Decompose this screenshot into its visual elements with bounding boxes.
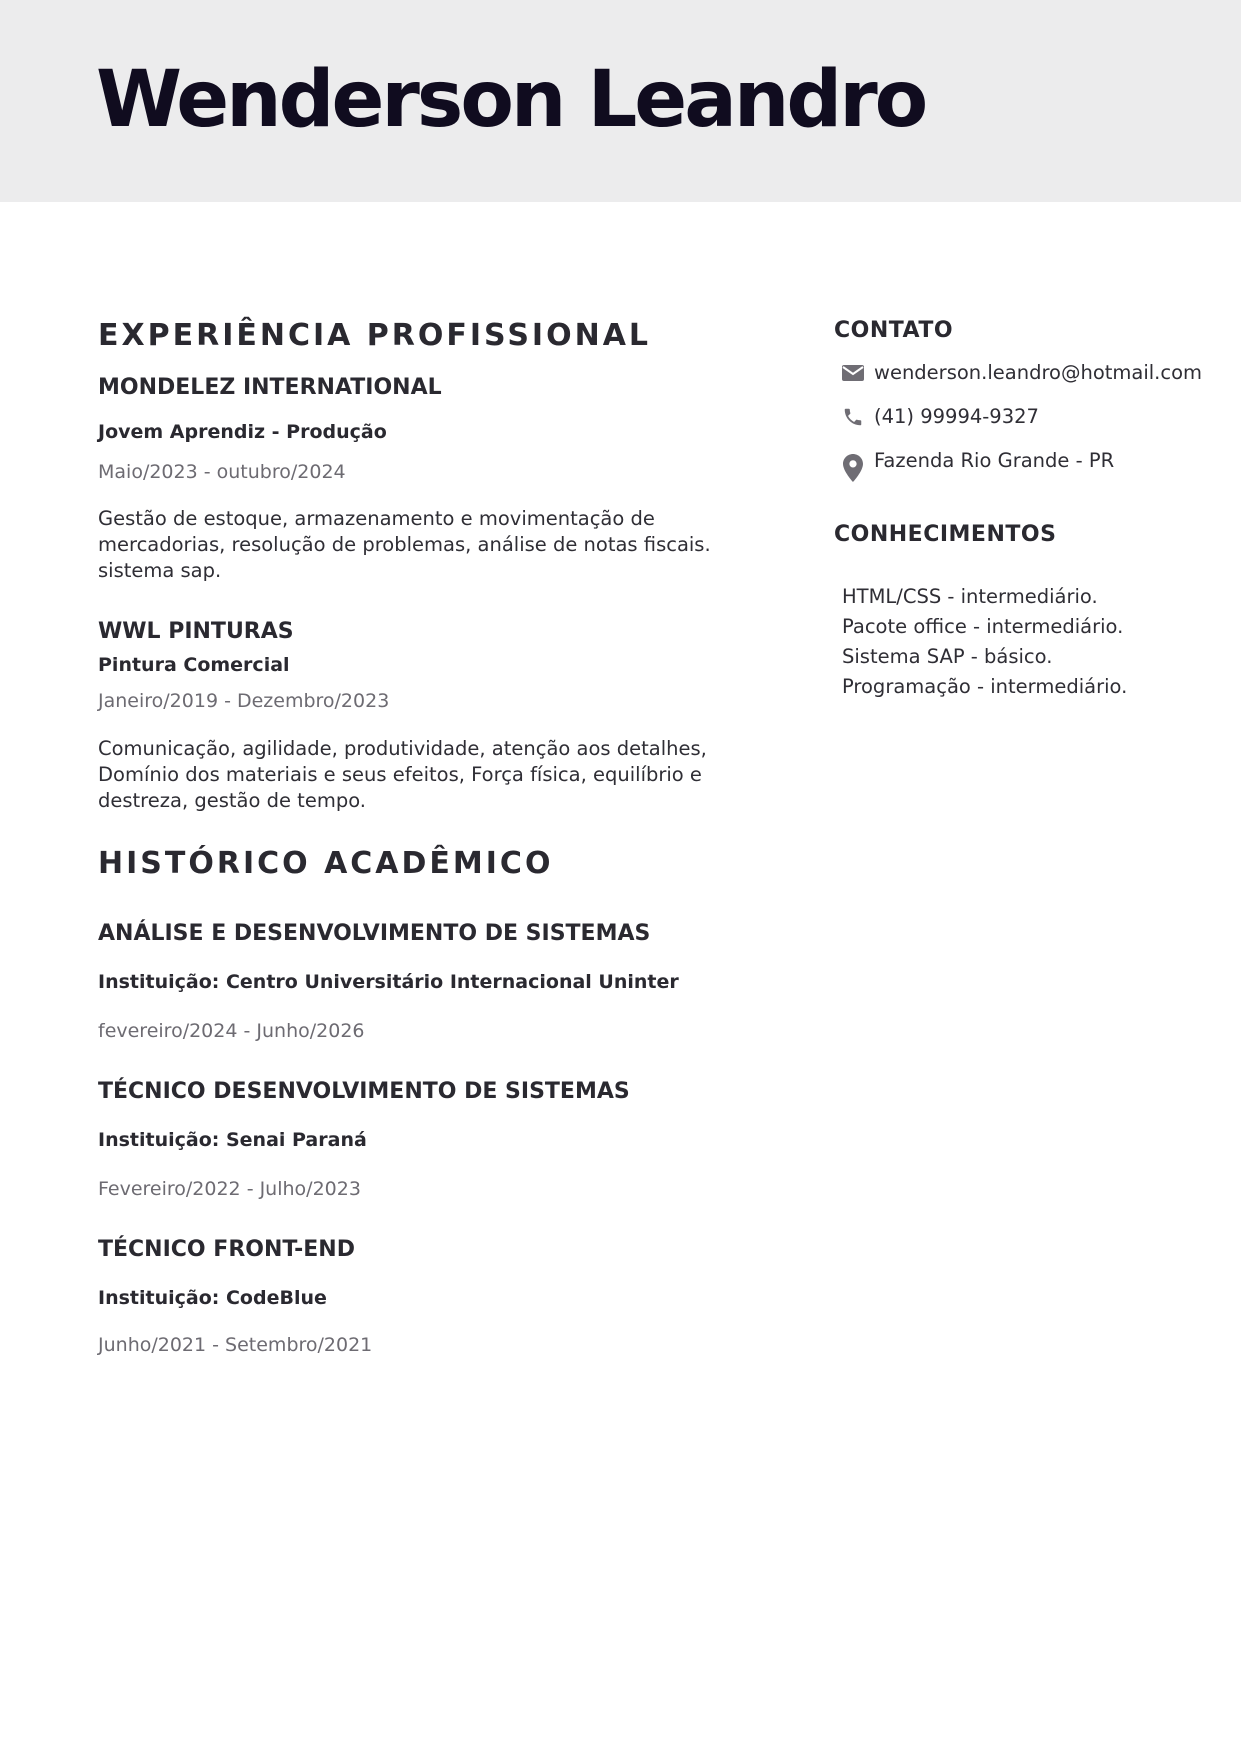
- skill-item: HTML/CSS - intermediário.: [842, 584, 1098, 608]
- experience-period: Maio/2023 - outubro/2024: [98, 461, 346, 484]
- skill-item: Sistema SAP - básico.: [842, 644, 1053, 668]
- contact-location: Fazenda Rio Grande - PR: [874, 449, 1115, 473]
- contact-phone-row: [834, 404, 1214, 448]
- contact-location-row: [834, 448, 1214, 492]
- education-section-title: HISTÓRICO ACADÊMICO: [98, 845, 554, 881]
- experience-description: Comunicação, agilidade, produtividade, atenção aos detalhes, Domínio dos materiais e seus efeitos, Força física, equilíbrio e destreza, gestão de tempo.: [98, 736, 707, 812]
- skill-item: Programação - intermediário.: [842, 674, 1128, 698]
- phone-icon: [842, 404, 864, 430]
- contact-list: [834, 360, 1214, 492]
- education-course: TÉCNICO FRONT-END: [98, 1236, 355, 1262]
- location-pin-icon: [842, 448, 864, 482]
- education-course: TÉCNICO DESENVOLVIMENTO DE SISTEMAS: [98, 1078, 630, 1104]
- skill-item: Pacote office - intermediário.: [842, 614, 1124, 638]
- contact-email[interactable]: wenderson.leandro@hotmail.com: [874, 361, 1203, 385]
- education-period: Junho/2021 - Setembro/2021: [98, 1333, 373, 1356]
- mail-icon: [842, 360, 864, 386]
- education-item: [98, 1078, 778, 1202]
- experience-company: WWL PINTURAS: [98, 618, 294, 644]
- contact-phone[interactable]: (41) 99994-9327: [874, 405, 1039, 429]
- education-item: [98, 920, 778, 1044]
- experience-item: [98, 374, 778, 584]
- education-period: Fevereiro/2022 - Julho/2023: [98, 1177, 361, 1200]
- experience-company: MONDELEZ INTERNATIONAL: [98, 375, 442, 400]
- education-course: ANÁLISE E DESENVOLVIMENTO DE SISTEMAS: [98, 920, 651, 946]
- education-institution: Instituição: Senai Paraná: [98, 1129, 367, 1152]
- skills-section-title: CONHECIMENTOS: [834, 522, 1057, 548]
- experience-role: Jovem Aprendiz - Produção: [98, 420, 387, 443]
- education-institution: Instituição: Centro Universitário Internacional Uninter: [98, 971, 679, 994]
- experience-item: [98, 618, 778, 814]
- contact-section-title: CONTATO: [834, 318, 954, 343]
- main-column: [98, 318, 778, 1357]
- side-column: [834, 318, 1214, 702]
- experience-period: Janeiro/2019 - Dezembro/2023: [98, 690, 390, 713]
- education-period: fevereiro/2024 - Junho/2026: [98, 1019, 365, 1042]
- experience-description: Gestão de estoque, armazenamento e movimentação de mercadorias, resolução de problemas, análise de notas fiscais. sistema sap.: [98, 506, 711, 582]
- experience-role: Pintura Comercial: [98, 654, 290, 677]
- contact-email-row: [834, 360, 1214, 404]
- experience-section-title: EXPERIÊNCIA PROFISSIONAL: [98, 318, 652, 353]
- education-item: [98, 1236, 778, 1358]
- education-institution: Instituição: CodeBlue: [98, 1287, 327, 1309]
- candidate-name: Wenderson Leandro: [96, 55, 926, 145]
- skills-list: [834, 582, 1214, 702]
